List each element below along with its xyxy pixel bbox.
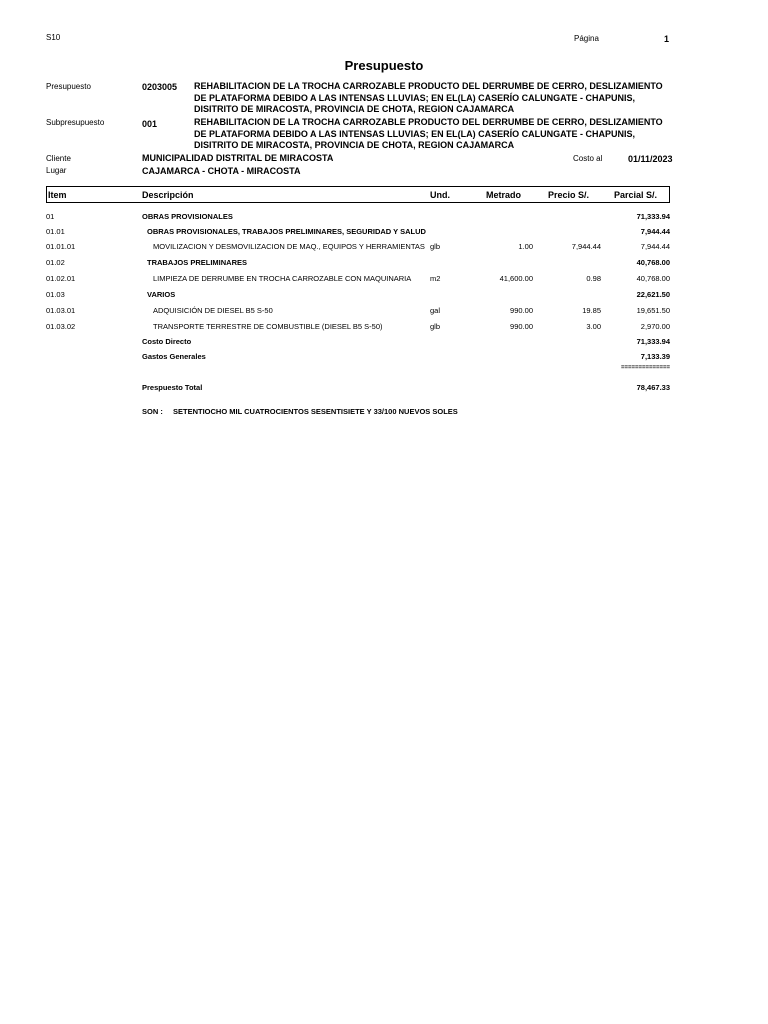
row-item: 01.02 <box>46 258 65 267</box>
row-parcial: 22,621.50 <box>636 290 670 299</box>
cliente-label: Cliente <box>46 154 71 163</box>
presupuesto-total-label: Prespuesto Total <box>142 383 203 392</box>
table-row <box>0 274 768 286</box>
row-metrado: 990.00 <box>510 306 533 315</box>
presupuesto-total-row <box>0 383 768 395</box>
lugar-label: Lugar <box>46 166 67 175</box>
row-item: 01.02.01 <box>46 274 76 283</box>
costo-directo-value: 71,333.94 <box>636 337 670 346</box>
table-row <box>0 306 768 318</box>
row-description: OBRAS PROVISIONALES <box>142 212 233 221</box>
row-description: OBRAS PROVISIONALES, TRABAJOS PRELIMINARES, SEGURIDAD Y SALUD <box>147 227 426 236</box>
table-row <box>0 227 768 239</box>
row-unit: m2 <box>430 274 441 283</box>
row-item: 01.01 <box>46 227 65 236</box>
row-unit: gal <box>430 306 441 315</box>
row-item: 01.01.01 <box>46 242 76 251</box>
row-metrado: 41,600.00 <box>499 274 533 283</box>
row-description: TRANSPORTE TERRESTRE DE COMBUSTIBLE (DIESEL B5 S-50) <box>153 322 383 331</box>
table-row <box>0 290 768 302</box>
row-description: ADQUISICIÓN DE DIESEL B5 S-50 <box>153 306 273 315</box>
row-description: LIMPIEZA DE DERRUMBE EN TROCHA CARROZABLE CON MAQUINARIA <box>153 274 412 283</box>
row-parcial: 7,944.44 <box>640 242 670 251</box>
gastos-generales-row <box>0 352 768 364</box>
table-row <box>0 258 768 270</box>
row-unit: glb <box>430 242 441 251</box>
row-parcial: 7,944.44 <box>640 227 670 236</box>
row-precio: 19.85 <box>582 306 601 315</box>
amount-in-words-row <box>0 407 768 419</box>
column-header-parcial: Parcial S/. <box>614 190 658 200</box>
table-row <box>0 322 768 334</box>
row-parcial: 71,333.94 <box>636 212 670 221</box>
subpresupuesto-description: REHABILITACION DE LA TROCHA CARROZABLE PRODUCTO DEL DERRUMBE DE CERRO, DESLIZAMIENTO DE PLATAFORMA DEBIDO A LAS INTENSAS LLUVIAS; EN EL(LA) CASERÍO CALUNGATE - CHAPUNIS, DISITRITO DE MIRACOSTA, PROVINCIA DE CHOTA, REGION CAJAMARCA <box>194 117 663 150</box>
costo-directo-label: Costo Directo <box>142 337 192 346</box>
presupuesto-total-value: 78,467.33 <box>636 383 670 392</box>
row-description: MOVILIZACION Y DESMOVILIZACION DE MAQ., EQUIPOS Y HERRAMIENTAS <box>153 242 425 251</box>
total-separator: ============== <box>620 365 670 371</box>
subpresupuesto-code: 001 <box>142 119 158 129</box>
presupuesto-label: Presupuesto <box>46 82 91 91</box>
cliente-value: MUNICIPALIDAD DISTRITAL DE MIRACOSTA <box>142 153 334 163</box>
total-separator-row <box>0 365 768 377</box>
amount-in-words: SETENTIOCHO MIL CUATROCIENTOS SESENTISIETE Y 33/100 NUEVOS SOLES <box>173 407 458 416</box>
column-header-precio: Precio S/. <box>548 190 590 200</box>
table-row <box>0 212 768 224</box>
column-header-metrado: Metrado <box>486 190 522 200</box>
row-metrado: 990.00 <box>510 322 533 331</box>
row-description: VARIOS <box>147 290 176 299</box>
row-item: 01 <box>46 212 55 221</box>
page-number: 1 <box>664 34 670 44</box>
row-description: TRABAJOS PRELIMINARES <box>147 258 248 267</box>
row-parcial: 40,768.00 <box>636 258 670 267</box>
gastos-generales-value: 7,133.39 <box>640 352 670 361</box>
column-header-descripcion: Descripción <box>142 190 194 200</box>
row-parcial: 40,768.00 <box>636 274 670 283</box>
page-title: Presupuesto <box>344 58 424 73</box>
table-row <box>0 242 768 254</box>
presupuesto-description: REHABILITACION DE LA TROCHA CARROZABLE PRODUCTO DEL DERRUMBE DE CERRO, DESLIZAMIENTO DE PLATAFORMA DEBIDO A LAS INTENSAS LLUVIAS; EN EL(LA) CASERÍO CALUNGATE - CHAPUNIS, DISITRITO DE MIRACOSTA, PROVINCIA DE CHOTA, REGION CAJAMARCA <box>194 81 663 114</box>
costo-al-date: 01/11/2023 <box>628 154 673 164</box>
column-header-item: Item <box>48 190 67 200</box>
row-precio: 3.00 <box>586 322 601 331</box>
son-label: SON : <box>142 407 163 416</box>
row-parcial: 2,970.00 <box>640 322 670 331</box>
row-metrado: 1.00 <box>518 242 533 251</box>
row-precio: 7,944.44 <box>571 242 601 251</box>
row-item: 01.03.01 <box>46 306 76 315</box>
row-parcial: 19,651.50 <box>636 306 670 315</box>
lugar-value: CAJAMARCA - CHOTA - MIRACOSTA <box>142 166 301 176</box>
presupuesto-code: 0203005 <box>142 82 178 92</box>
report-code: S10 <box>46 33 61 42</box>
subpresupuesto-label: Subpresupuesto <box>46 118 105 127</box>
gastos-generales-label: Gastos Generales <box>142 352 206 361</box>
row-precio: 0.98 <box>586 274 601 283</box>
row-item: 01.03.02 <box>46 322 76 331</box>
column-header-und: Und. <box>430 190 450 200</box>
costo-directo-row <box>0 337 768 349</box>
row-unit: glb <box>430 322 441 331</box>
costo-al-label: Costo al <box>573 154 603 163</box>
page-label: Página <box>574 34 599 43</box>
row-item: 01.03 <box>46 290 65 299</box>
